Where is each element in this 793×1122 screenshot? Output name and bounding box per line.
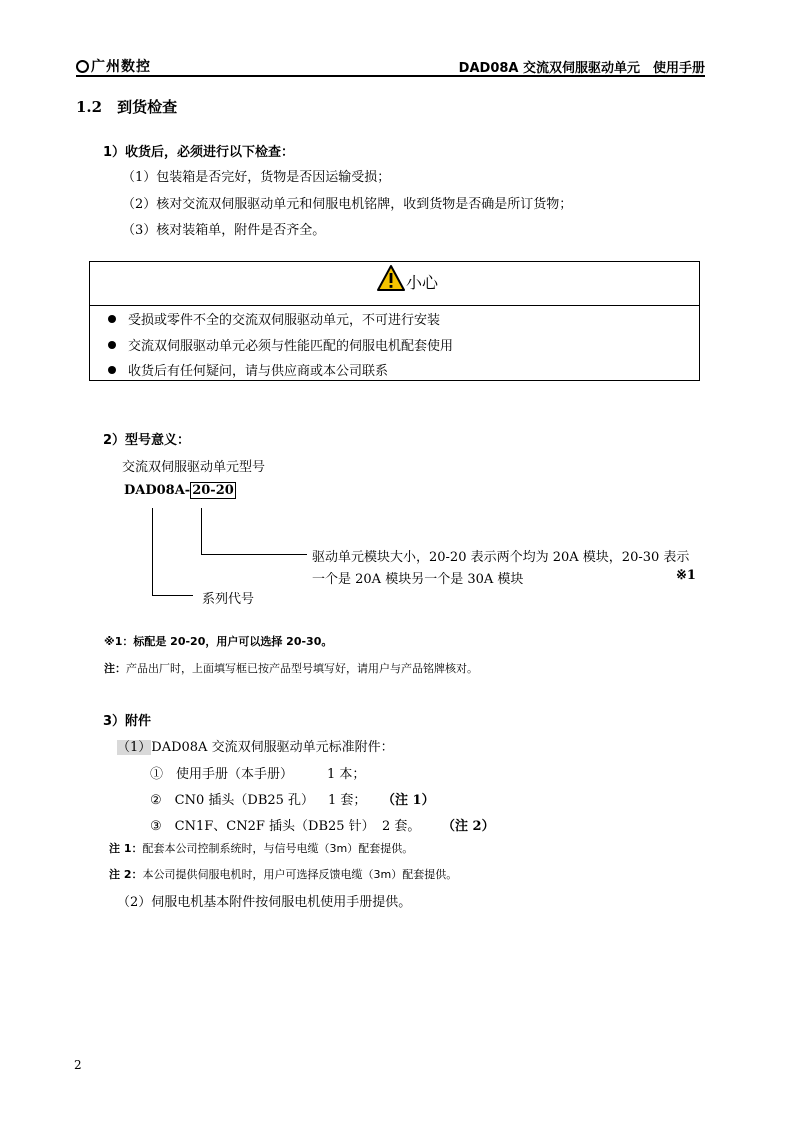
caution-item-2 xyxy=(108,335,453,354)
caution-item-text: 交流双伺服驱动单元必须与性能匹配的伺服电机配套使用 xyxy=(128,339,454,354)
note-label: 注 1： xyxy=(109,842,143,855)
accessories-item-1-prefix: （1） xyxy=(117,740,152,755)
model-heading: 2）型号意义： xyxy=(103,433,191,448)
module-footnote-mark: ※1 xyxy=(676,568,696,583)
accessory-sub-item-1 xyxy=(150,763,293,782)
inspection-item-2: （2）核对交流双伺服驱动单元和伺服电机铭牌，收到货物是否确是所订货物； xyxy=(122,197,573,212)
model-code-suffix-box: 20-20 xyxy=(192,483,234,498)
accessories-heading: 3）附件 xyxy=(103,714,152,729)
model-note xyxy=(104,660,478,676)
note-label: 注 2： xyxy=(109,868,143,881)
module-description-line2: 一个是 20A 模块另一个是 30A 模块 xyxy=(312,572,524,587)
caution-item-3 xyxy=(108,360,388,379)
module-connector-horizontal xyxy=(201,554,307,555)
company-logo xyxy=(76,56,151,76)
accessory-sub-item-3-qty: 2 套。 xyxy=(382,819,421,834)
inspection-heading: 1）收货后，必须进行以下检查： xyxy=(103,145,295,160)
accessories-item-2: （2）伺服电机基本附件按伺服电机使用手册提供。 xyxy=(117,895,412,910)
note-text: 产品出厂时，上面填写框已按产品型号填写好，请用户与产品铭牌核对。 xyxy=(126,662,478,675)
accessory-sub-item-3 xyxy=(150,815,375,834)
accessories-item-1-text: DAD08A 交流双伺服驱动单元标准附件： xyxy=(151,740,394,755)
model-caption: 交流双伺服驱动单元型号 xyxy=(122,460,266,475)
note-label: 注： xyxy=(104,662,126,675)
sub-item-name: CN1F、CN2F 插头（DB25 针） xyxy=(174,819,375,834)
accessory-sub-item-1-qty: 1 本； xyxy=(327,767,366,782)
sub-item-name: 使用手册（本手册） xyxy=(176,767,294,782)
series-label: 系列代号 xyxy=(202,592,255,607)
document-title: DAD08A 交流双伺服驱动单元 使用手册 xyxy=(458,61,705,76)
logo-mark-icon xyxy=(76,60,89,73)
sub-item-number: ② xyxy=(150,793,162,808)
bullet-icon xyxy=(108,366,116,374)
caution-item-text: 收货后有任何疑问，请与供应商或本公司联系 xyxy=(128,364,389,379)
sub-item-number: ③ xyxy=(150,819,162,834)
section-title-text: 到货检查 xyxy=(117,98,178,116)
sub-item-name: CN0 插头（DB25 孔） xyxy=(174,793,315,808)
caution-divider xyxy=(89,305,700,306)
model-footnote: ※1：标配是 20-20，用户可以选择 20-30。 xyxy=(104,635,333,648)
inspection-item-3: （3）核对装箱单，附件是否齐全。 xyxy=(122,223,326,238)
page-number: 2 xyxy=(74,1058,82,1072)
series-connector-horizontal xyxy=(152,595,193,596)
caution-heading xyxy=(376,264,438,293)
bullet-icon xyxy=(108,315,116,323)
module-connector-vertical xyxy=(201,508,202,555)
sub-item-number: ① xyxy=(150,767,164,782)
logo-text: 广州数控 xyxy=(91,59,151,75)
caution-item-1 xyxy=(108,309,440,328)
series-connector-vertical xyxy=(152,508,153,596)
header-divider xyxy=(76,75,705,77)
accessory-note-1 xyxy=(109,840,413,856)
accessories-item-1 xyxy=(117,736,394,755)
model-code-prefix: DAD08A- xyxy=(124,483,191,498)
section-number: 1.2 xyxy=(76,98,103,116)
note-text: 配套本公司控制系统时，与信号电缆（3m）配套提供。 xyxy=(142,842,414,855)
bullet-icon xyxy=(108,341,116,349)
note-text: 本公司提供伺服电机时，用户可选择反馈电缆（3m）配套提供。 xyxy=(142,868,458,881)
accessory-sub-item-2 xyxy=(150,789,314,808)
accessory-sub-item-2-note: （注 1） xyxy=(382,793,435,808)
caution-title: 小心 xyxy=(406,273,439,292)
module-description-line1: 驱动单元模块大小，20-20 表示两个均为 20A 模块，20-30 表示 xyxy=(312,550,690,565)
accessory-note-2 xyxy=(109,866,457,882)
section-title xyxy=(76,96,177,117)
warning-triangle-icon xyxy=(376,264,406,292)
accessory-sub-item-3-note: （注 2） xyxy=(442,819,495,834)
inspection-item-1: （1）包装箱是否完好，货物是否因运输受损； xyxy=(122,170,391,185)
caution-item-text: 受损或零件不全的交流双伺服驱动单元，不可进行安装 xyxy=(128,313,441,328)
model-code xyxy=(124,482,236,499)
accessory-sub-item-2-qty: 1 套； xyxy=(328,793,367,808)
